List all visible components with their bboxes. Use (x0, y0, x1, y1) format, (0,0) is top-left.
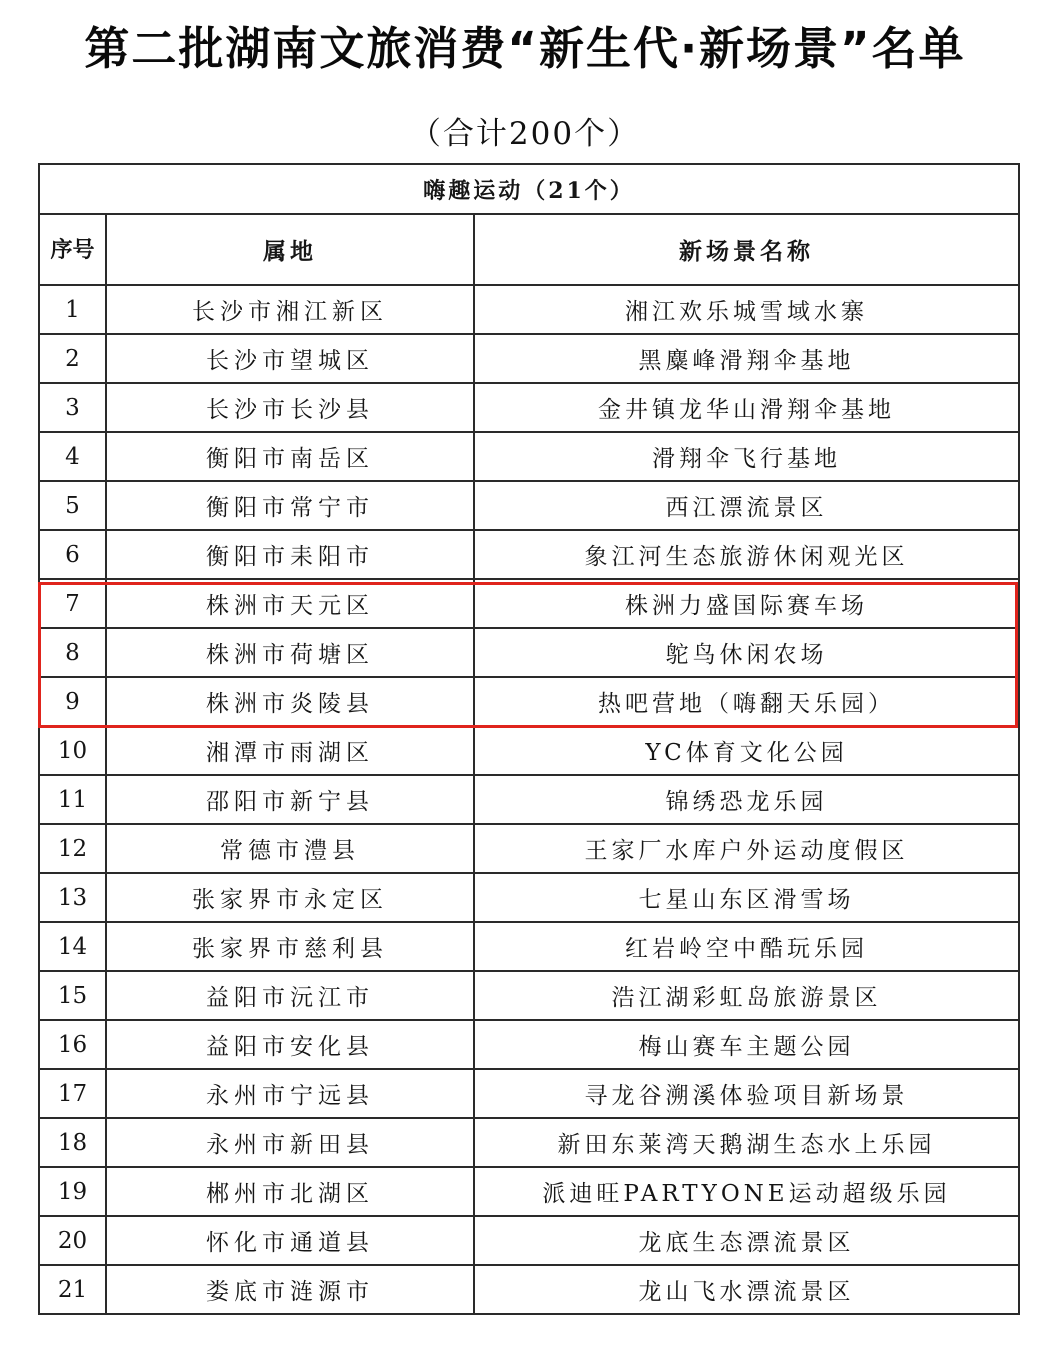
row-scene-name: 黑麋峰滑翔伞基地 (474, 334, 1019, 383)
document-title: 第二批湖南文旅消费“新生代·新场景”名单 (84, 22, 966, 75)
table-row (39, 1265, 1019, 1314)
header-row (39, 214, 1019, 285)
row-location: 长沙市长沙县 (106, 383, 474, 432)
row-scene-name: 湘江欢乐城雪域水寨 (474, 285, 1019, 334)
header-scene: 新场景名称 (474, 214, 1019, 285)
row-scene-name: YC体育文化公园 (474, 726, 1019, 775)
row-location: 株洲市炎陵县 (106, 677, 474, 726)
row-scene-name: 龙底生态漂流景区 (474, 1216, 1019, 1265)
table-row (39, 922, 1019, 971)
row-location: 衡阳市常宁市 (106, 481, 474, 530)
row-location: 长沙市望城区 (106, 334, 474, 383)
row-location: 娄底市涟源市 (106, 1265, 474, 1314)
row-location: 张家界市永定区 (106, 873, 474, 922)
table-row (39, 1020, 1019, 1069)
row-number: 13 (39, 873, 106, 922)
row-number: 9 (39, 677, 106, 726)
row-location: 益阳市沅江市 (106, 971, 474, 1020)
row-location: 郴州市北湖区 (106, 1167, 474, 1216)
row-location: 邵阳市新宁县 (106, 775, 474, 824)
scene-list-table (38, 163, 1020, 1315)
table-row (39, 1216, 1019, 1265)
table-row (39, 481, 1019, 530)
row-scene-name: 热吧营地（嗨翻天乐园） (474, 677, 1019, 726)
table-row (39, 1167, 1019, 1216)
row-scene-name: 株洲力盛国际赛车场 (474, 579, 1019, 628)
row-number: 14 (39, 922, 106, 971)
row-location: 长沙市湘江新区 (106, 285, 474, 334)
table-row (39, 530, 1019, 579)
row-scene-name: 西江漂流景区 (474, 481, 1019, 530)
table-row (39, 971, 1019, 1020)
row-number: 6 (39, 530, 106, 579)
row-scene-name: 浩江湖彩虹岛旅游景区 (474, 971, 1019, 1020)
row-number: 11 (39, 775, 106, 824)
document-subtitle: （合计200个） (409, 116, 641, 152)
table-row (39, 824, 1019, 873)
row-number: 15 (39, 971, 106, 1020)
row-number: 4 (39, 432, 106, 481)
row-scene-name: 寻龙谷溯溪体验项目新场景 (474, 1069, 1019, 1118)
row-number: 8 (39, 628, 106, 677)
table-row-highlighted (39, 628, 1019, 677)
row-scene-name: 滑翔伞飞行基地 (474, 432, 1019, 481)
row-number: 10 (39, 726, 106, 775)
row-location: 衡阳市耒阳市 (106, 530, 474, 579)
row-number: 19 (39, 1167, 106, 1216)
row-number: 5 (39, 481, 106, 530)
table-row-highlighted (39, 677, 1019, 726)
table-row (39, 1118, 1019, 1167)
table-row (39, 775, 1019, 824)
row-location: 永州市宁远县 (106, 1069, 474, 1118)
row-number: 17 (39, 1069, 106, 1118)
row-number: 16 (39, 1020, 106, 1069)
row-scene-name: 王家厂水库户外运动度假区 (474, 824, 1019, 873)
row-number: 1 (39, 285, 106, 334)
row-location: 常德市澧县 (106, 824, 474, 873)
row-scene-name: 象江河生态旅游休闲观光区 (474, 530, 1019, 579)
table-row (39, 1069, 1019, 1118)
table-row (39, 873, 1019, 922)
category-label: 嗨趣运动（21个） (39, 164, 1019, 214)
row-number: 3 (39, 383, 106, 432)
row-number: 18 (39, 1118, 106, 1167)
row-number: 2 (39, 334, 106, 383)
header-location: 属地 (106, 214, 474, 285)
row-scene-name: 锦绣恐龙乐园 (474, 775, 1019, 824)
table-row (39, 334, 1019, 383)
row-scene-name: 鸵鸟休闲农场 (474, 628, 1019, 677)
table-row (39, 726, 1019, 775)
row-number: 21 (39, 1265, 106, 1314)
row-location: 永州市新田县 (106, 1118, 474, 1167)
row-scene-name: 梅山赛车主题公园 (474, 1020, 1019, 1069)
row-location: 怀化市通道县 (106, 1216, 474, 1265)
row-number: 7 (39, 579, 106, 628)
header-seq: 序号 (39, 214, 106, 285)
row-location: 张家界市慈利县 (106, 922, 474, 971)
row-scene-name: 七星山东区滑雪场 (474, 873, 1019, 922)
row-number: 12 (39, 824, 106, 873)
table-row (39, 285, 1019, 334)
table-row-highlighted (39, 579, 1019, 628)
row-scene-name: 红岩岭空中酷玩乐园 (474, 922, 1019, 971)
table-row (39, 383, 1019, 432)
row-scene-name: 新田东莱湾天鹅湖生态水上乐园 (474, 1118, 1019, 1167)
row-scene-name: 派迪旺PARTYONE运动超级乐园 (474, 1167, 1019, 1216)
row-location: 益阳市安化县 (106, 1020, 474, 1069)
row-scene-name: 金井镇龙华山滑翔伞基地 (474, 383, 1019, 432)
category-row (39, 164, 1019, 214)
row-location: 湘潭市雨湖区 (106, 726, 474, 775)
row-location: 株洲市荷塘区 (106, 628, 474, 677)
row-scene-name: 龙山飞水漂流景区 (474, 1265, 1019, 1314)
table-row (39, 432, 1019, 481)
row-number: 20 (39, 1216, 106, 1265)
row-location: 株洲市天元区 (106, 579, 474, 628)
row-location: 衡阳市南岳区 (106, 432, 474, 481)
